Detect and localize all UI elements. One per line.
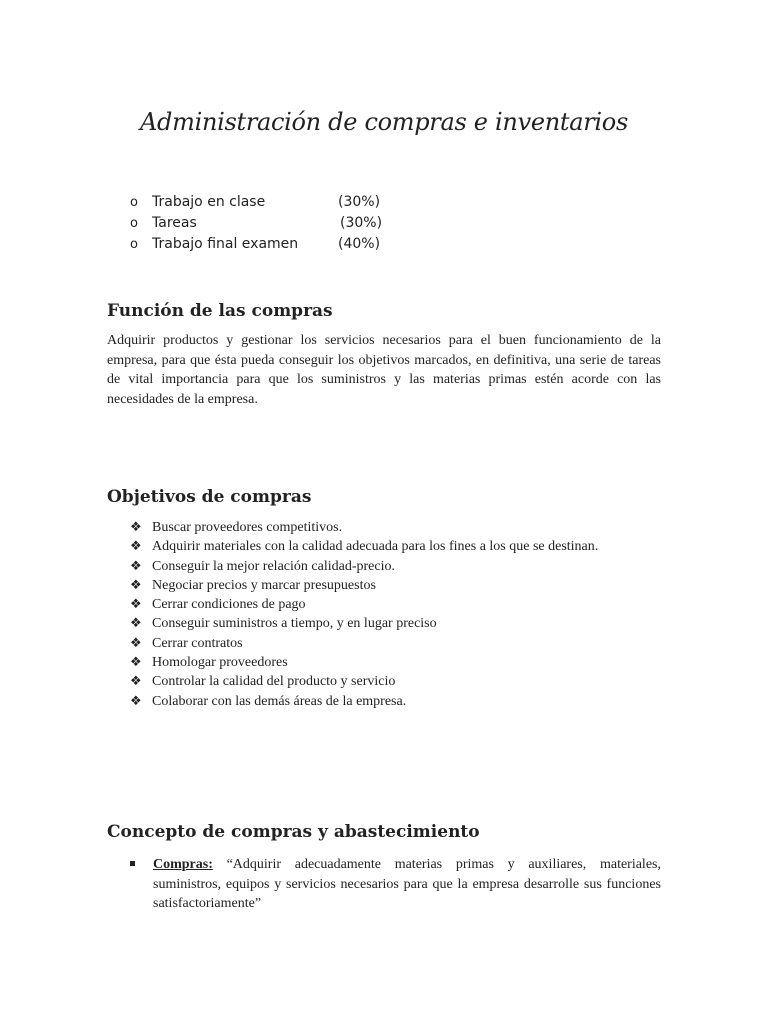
- circle-bullet-icon: o: [130, 195, 138, 210]
- concepto-item-body: [153, 855, 661, 914]
- funcion-heading: Función de las compras: [107, 301, 333, 321]
- concepto-heading: Concepto de compras y abastecimiento: [107, 822, 480, 842]
- grading-item-percent: (40%): [338, 236, 381, 252]
- concepto-item-label: Compras:: [153, 857, 213, 872]
- grading-item-percent: (30%): [340, 215, 383, 231]
- diamond-bullet-icon: ❖: [130, 616, 142, 632]
- grading-item-percent: (30%): [338, 194, 381, 210]
- list-item-text: Controlar la calidad del producto y servicio: [152, 674, 396, 690]
- circle-bullet-icon: o: [130, 237, 138, 252]
- list-item-text: Cerrar contratos: [152, 635, 243, 651]
- list-item-text: Adquirir materiales con la calidad adecuada para los fines a los que se destinan.: [152, 539, 599, 555]
- funcion-paragraph: Adquirir productos y gestionar los servicios necesarios para el buen funcionamiento de la empresa, para que ésta pueda conseguir los objetivos marcados, en definitiva, una serie de tareas de vital importancia para que los suministros y las materias primas estén acorde con las necesidades de la empresa.: [107, 333, 661, 407]
- list-item-text: Cerrar condiciones de pago: [152, 597, 306, 613]
- diamond-bullet-icon: ❖: [130, 577, 142, 593]
- diamond-bullet-icon: ❖: [130, 635, 142, 651]
- grading-item-label: Trabajo en clase: [152, 194, 266, 210]
- diamond-bullet-icon: ❖: [130, 693, 142, 709]
- list-item-text: Negociar precios y marcar presupuestos: [152, 577, 376, 593]
- list-item-text: Conseguir suministros a tiempo, y en lugar preciso: [152, 616, 437, 632]
- concepto-item-text: “Adquirir adecuadamente materias primas y auxiliares, materiales, suministros, equipos y servicios necesarios para que la empresa desarrolle sus funciones satisfactoriamente”: [153, 857, 661, 911]
- list-item-text: Conseguir la mejor relación calidad-precio.: [152, 558, 395, 574]
- diamond-bullet-icon: ❖: [130, 520, 142, 535]
- diamond-bullet-icon: ❖: [130, 539, 142, 555]
- grading-item-label: Trabajo final examen: [152, 236, 299, 252]
- list-item-text: Buscar proveedores competitivos.: [152, 520, 343, 535]
- grading-item-label: Tareas: [152, 215, 197, 231]
- document-title: Administración de compras e inventarios: [140, 108, 628, 136]
- square-bullet-icon: [130, 861, 135, 866]
- diamond-bullet-icon: ❖: [130, 597, 142, 613]
- diamond-bullet-icon: ❖: [130, 655, 142, 671]
- list-item-text: Homologar proveedores: [152, 655, 288, 671]
- circle-bullet-icon: o: [130, 216, 138, 231]
- objetivos-heading: Objetivos de compras: [107, 487, 312, 507]
- diamond-bullet-icon: ❖: [130, 674, 142, 690]
- diamond-bullet-icon: ❖: [130, 558, 142, 574]
- list-item-text: Colaborar con las demás áreas de la empresa.: [152, 693, 407, 709]
